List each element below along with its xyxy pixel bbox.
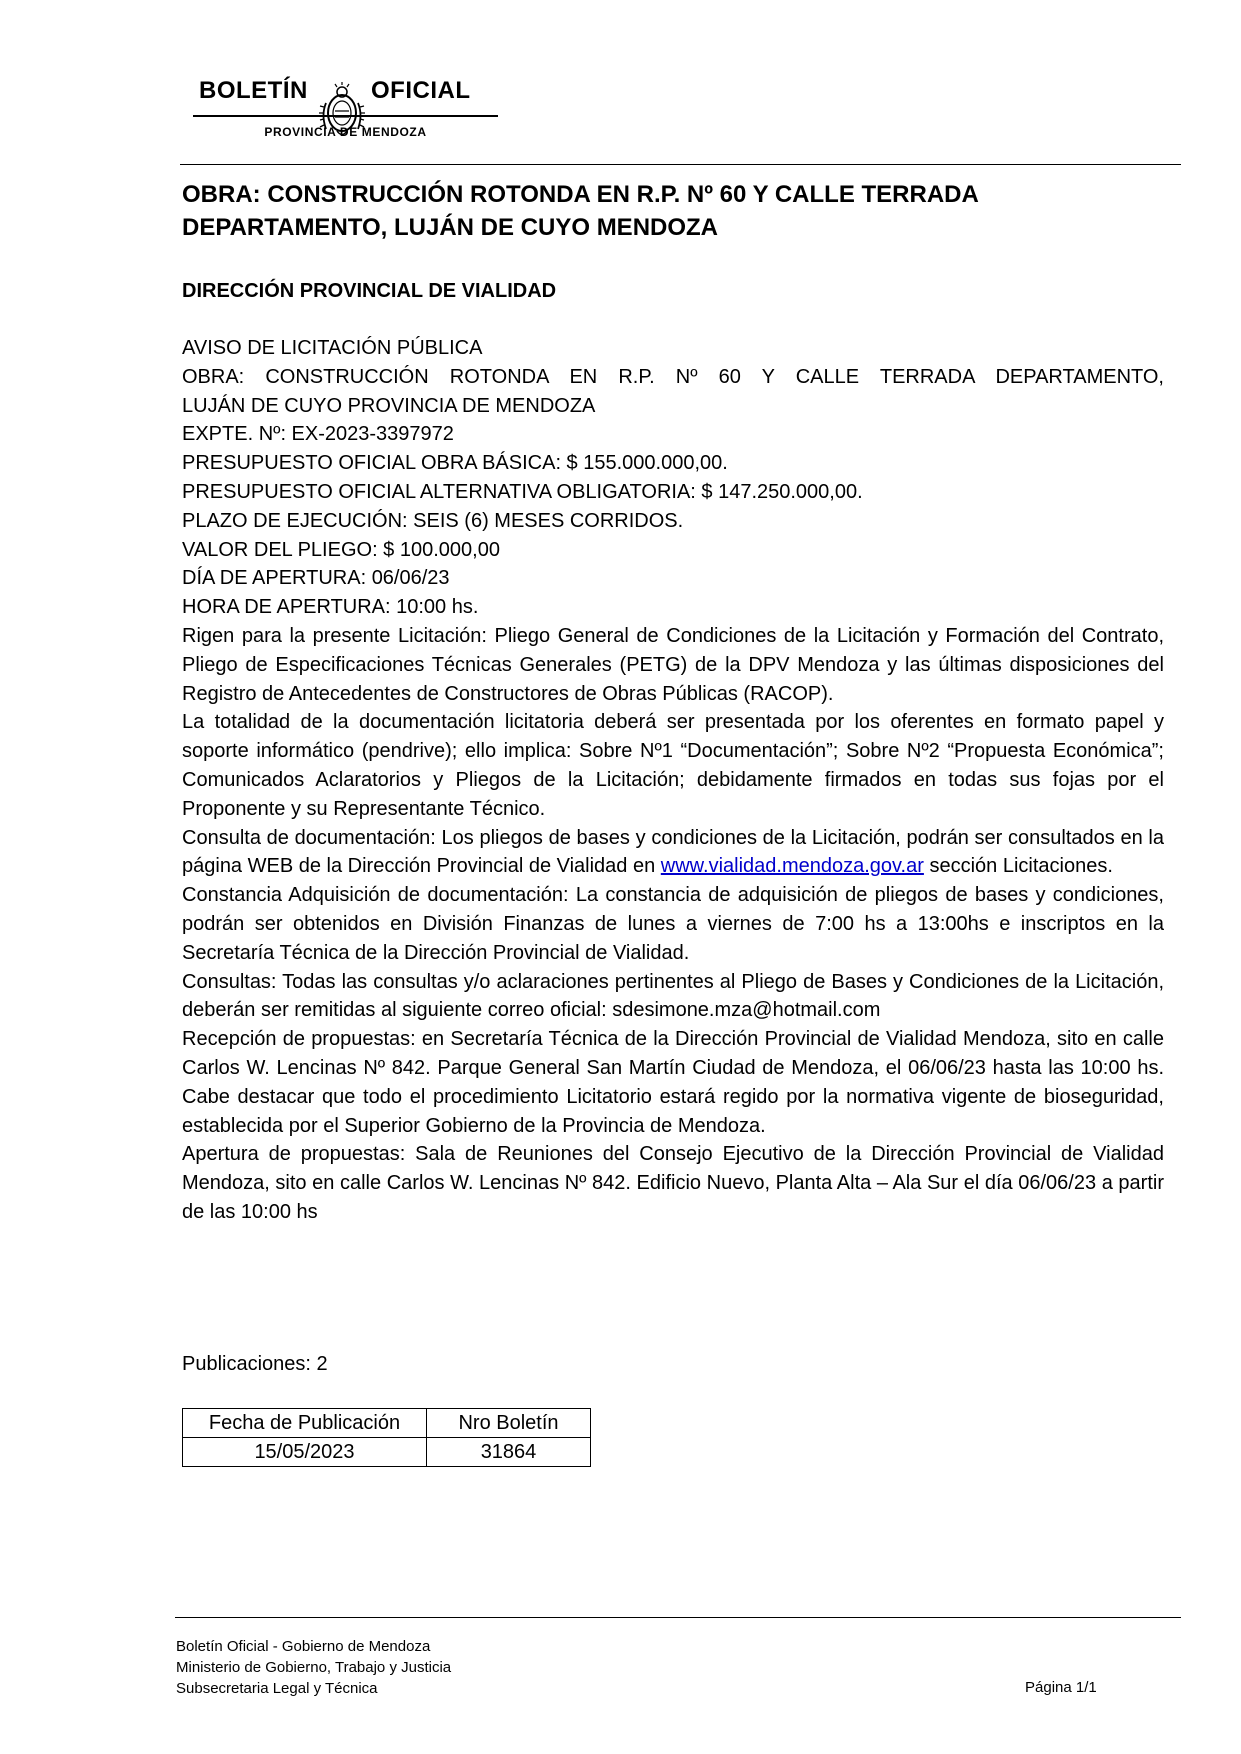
table-row [183,1438,591,1467]
footer [176,1636,451,1699]
publicaciones-count: Publicaciones: 2 [182,1353,328,1375]
top-divider [180,164,1181,165]
title-line-1: OBRA: CONSTRUCCIÓN ROTONDA EN R.P. Nº 60 Y CALLE TERRADA [182,181,979,208]
brand-subtitle: PROVINCIA DE MENDOZA [264,125,427,139]
table-cell-fecha: 15/05/2023 [183,1438,427,1467]
footer-line-3: Subsecretaria Legal y Técnica [176,1680,378,1697]
organization-name: DIRECCIÓN PROVINCIAL DE VIALIDAD [182,280,557,302]
notice-valor-pliego: VALOR DEL PLIEGO: $ 100.000,00 [182,538,500,561]
paragraph-apertura: Apertura de propuestas: Sala de Reuniones del Consejo Ejecutivo de la Dirección Provincial de Vialidad Mendoza, sito en calle Carlos W. Lencinas Nº 842. Edificio Nuevo, Planta Alta – Ala Sur el día 06/06/23 a partir de las 10:00 hs [182,1143,1164,1223]
vialidad-website-link[interactable]: www.vialidad.mendoza.gov.ar [660,855,924,878]
document-title [182,178,1164,244]
footer-line-2: Ministerio de Gobierno, Trabajo y Justicia [176,1659,452,1676]
paragraph-consultas: Consultas: Todas las consultas y/o aclaraciones pertinentes al Pliego de Bases y Condiciones de la Licitación, deberán ser remitidas al siguiente correo oficial: sdesimone.mza@hotmail.com [182,970,1164,1022]
brand-right-text: OFICIAL [371,77,471,104]
notice-hora-apertura: HORA DE APERTURA: 10:00 hs. [182,596,479,619]
table-header-fecha: Fecha de Publicación [183,1409,427,1438]
table-header-row [183,1409,591,1438]
paragraph-constancia: Constancia Adquisición de documentación: La constancia de adquisición de pliegos de bases y condiciones, podrán ser obtenidos en División Finanzas de lunes a viernes de 7:00 hs a 13:00hs e inscriptos en la Secretaría Técnica de la Dirección Provincial de Vialidad. [182,884,1164,964]
notice-obra-line-2: LUJÁN DE CUYO PROVINCIA DE MENDOZA [182,394,596,417]
table-cell-nro: 31864 [427,1438,591,1467]
notice-presupuesto-alternativa: PRESUPUESTO OFICIAL ALTERNATIVA OBLIGATORIA: $ 147.250.000,00. [182,480,863,503]
document-body [182,178,1164,1227]
notice-block [182,334,1164,1227]
paragraph-consulta-documentacion [182,824,1164,882]
paragraph-rigen: Rigen para la presente Licitación: Pliego General de Condiciones de la Licitación y Formación del Contrato, Pliego de Especificaciones Técnicas Generales (PETG) de la DPV Mendoza y las últimas disposiciones del Registro de Antecedentes de Constructores de Obras Públicas (RACOP). [182,624,1164,705]
paragraph-recepcion: Recepción de propuestas: en Secretaría Técnica de la Dirección Provincial de Vialidad Mendoza, sito en calle Carlos W. Lencinas Nº 842. Parque General San Martín Ciudad de Mendoza, el 06/06/23 hasta las 10:00 hs. Cabe destacar que todo el procedimiento Licitatorio estará regido por la normativa vigente de bioseguridad, establecida por el Superior Gobierno de la Provincia de Mendoza. [182,1028,1164,1137]
title-line-2: DEPARTAMENTO, LUJÁN DE CUYO MENDOZA [182,214,719,241]
consulta-doc-text: Consulta de documentación: Los pliegos de bases y condiciones de la Licitación, podrán ser consultados en la página WEB de la Dirección Provincial de Vialidad en [182,826,1164,878]
boletin-oficial-logo [193,55,498,147]
brand-left-text: BOLETÍN [199,77,308,104]
notice-heading: AVISO DE LICITACIÓN PÚBLICA [182,337,483,359]
footer-line-1: Boletín Oficial - Gobierno de Mendoza [176,1638,431,1655]
consulta-doc-suffix: sección Licitaciones. [923,855,1113,878]
brand-divider [193,115,498,117]
notice-presupuesto-basica: PRESUPUESTO OFICIAL OBRA BÁSICA: $ 155.000.000,00. [182,452,728,475]
notice-obra-line-1: OBRA: CONSTRUCCIÓN ROTONDA EN R.P. Nº 60 Y CALLE TERRADA DEPARTAMENTO, [182,365,1164,388]
notice-plazo: PLAZO DE EJECUCIÓN: SEIS (6) MESES CORRIDOS. [182,509,684,532]
page-number: Página 1/1 [1025,1679,1097,1696]
table-header-nro: Nro Boletín [427,1409,591,1438]
publication-table [182,1408,591,1467]
notice-dia-apertura: DÍA DE APERTURA: 06/06/23 [182,567,450,590]
paragraph-totalidad: La totalidad de la documentación licitatoria deberá ser presentada por los oferentes en formato papel y soporte informático (pendrive); ello implica: Sobre Nº1 “Documentación”; Sobre Nº2 “Propuesta Económica”; Comunicados Aclaratorios y Pliegos de la Licitación; debidamente firmados en todas sus fojas por el Proponente y su Representante Técnico. [182,711,1164,820]
notice-expte: EXPTE. Nº: EX-2023-3397972 [182,423,454,446]
footer-divider [175,1617,1181,1618]
